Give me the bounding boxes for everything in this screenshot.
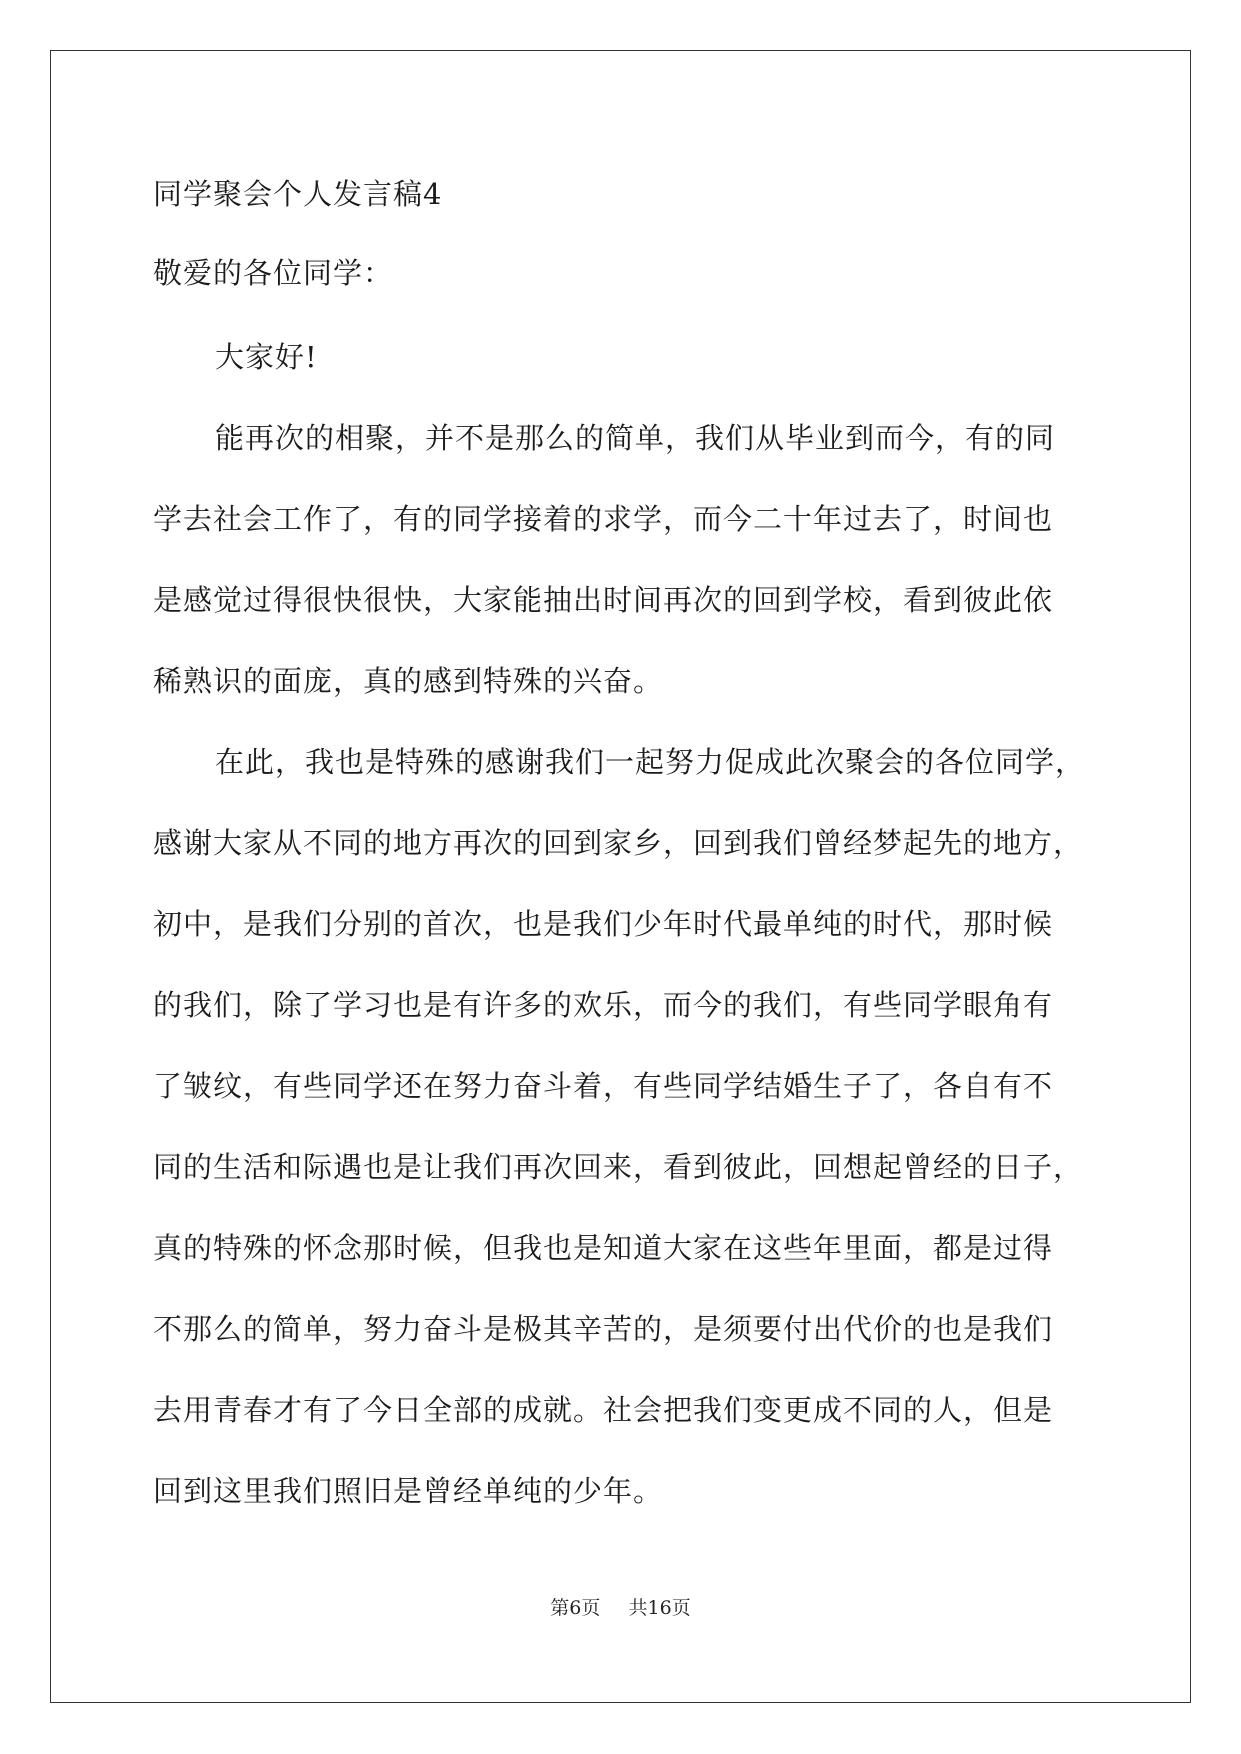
paragraph1-line: 稀熟识的面庞，真的感到特殊的兴奋。 <box>153 664 664 698</box>
paragraph1-line: 能再次的相聚，并不是那么的简单，我们从毕业到而今，有的同 <box>215 421 1056 455</box>
paragraph2-line: 初中，是我们分别的首次，也是我们少年时代最单纯的时代，那时候 <box>153 907 1054 941</box>
page-footer <box>0 1596 1241 1620</box>
paragraph2-line: 不那么的简单，努力奋斗是极其辛苦的，是须要付出代价的也是我们 <box>153 1312 1054 1346</box>
page-border <box>50 50 1191 1703</box>
page-number: 第6页 <box>550 1597 601 1619</box>
paragraph2-line: 回到这里我们照旧是曾经单纯的少年。 <box>153 1474 664 1508</box>
paragraph2-line: 在此，我也是特殊的感谢我们一起努力促成此次聚会的各位同学， <box>215 745 1086 779</box>
paragraph2-line: 了皱纹，有些同学还在努力奋斗着，有些同学结婚生子了，各自有不 <box>153 1069 1054 1103</box>
paragraph2-line: 感谢大家从不同的地方再次的回到家乡，回到我们曾经梦起先的地方， <box>153 826 1084 860</box>
paragraph1-line: 学去社会工作了，有的同学接着的求学，而今二十年过去了，时间也 <box>153 502 1054 536</box>
paragraph2-line: 的我们，除了学习也是有许多的欢乐，而今的我们，有些同学眼角有 <box>153 988 1054 1022</box>
page-total: 共16页 <box>628 1597 691 1619</box>
paragraph2-line: 同的生活和际遇也是让我们再次回来，看到彼此，回想起曾经的日子， <box>153 1150 1084 1184</box>
paragraph2-line: 去用青春才有了今日全部的成就。社会把我们变更成不同的人，但是 <box>153 1393 1054 1427</box>
salutation: 敬爱的各位同学： <box>153 256 394 290</box>
paragraph2-line: 真的特殊的怀念那时候，但我也是知道大家在这些年里面，都是过得 <box>153 1231 1054 1265</box>
document-title: 同学聚会个人发言稿4 <box>153 177 443 211</box>
paragraph1-line: 是感觉过得很快很快，大家能抽出时间再次的回到学校，看到彼此依 <box>153 583 1054 617</box>
greeting: 大家好! <box>215 340 318 374</box>
